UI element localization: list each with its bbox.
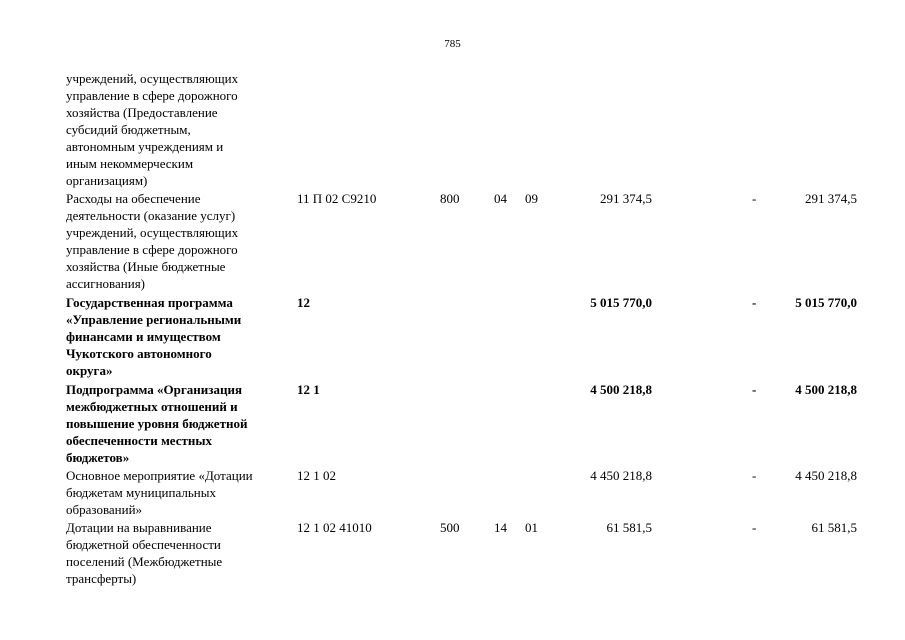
row-name-line: обеспеченности местных bbox=[66, 433, 213, 448]
row-name bbox=[66, 70, 284, 189]
expense-type: 800 bbox=[440, 191, 460, 206]
budget-code: 12 1 02 bbox=[297, 468, 336, 483]
row-name-line: иным некоммерческим bbox=[66, 156, 194, 171]
row-name-line: учреждений, осуществляющих bbox=[66, 71, 239, 86]
row-name-line: ассигнования) bbox=[66, 276, 146, 291]
row-name-line: хозяйства (Иные бюджетные bbox=[66, 259, 226, 274]
row-name-line: хозяйства (Предоставление bbox=[66, 105, 218, 120]
row-name-line: субсидий бюджетным, bbox=[66, 122, 191, 137]
row-name-line: Расходы на обеспечение bbox=[66, 191, 201, 206]
row-name-line: Дотации на выравнивание bbox=[66, 520, 212, 535]
amount-change: - bbox=[752, 468, 757, 483]
amount-change: - bbox=[752, 191, 757, 206]
row-name-line: автономным учреждениям и bbox=[66, 139, 224, 154]
row-name-line: Основное мероприятие «Дотации bbox=[66, 468, 253, 483]
subsection: 09 bbox=[525, 191, 538, 206]
amount-original: 61 581,5 bbox=[606, 520, 652, 535]
amount-final: 291 374,5 bbox=[805, 191, 857, 206]
row-name-line: Чукотского автономного bbox=[66, 346, 212, 361]
amount-change: - bbox=[752, 295, 757, 310]
amount-final: 4 450 218,8 bbox=[795, 468, 857, 483]
row-name-line: управление в сфере дорожного bbox=[66, 242, 238, 257]
row-name bbox=[66, 381, 284, 466]
amount-final: 4 500 218,8 bbox=[795, 382, 857, 397]
budget-code: 12 1 bbox=[297, 382, 320, 397]
row-name-line: образований» bbox=[66, 502, 143, 517]
row-name-line: Государственная программа bbox=[66, 295, 233, 310]
amount-final: 5 015 770,0 bbox=[795, 295, 857, 310]
row-name-line: межбюджетных отношений и bbox=[66, 399, 238, 414]
row-name-line: организациям) bbox=[66, 173, 148, 188]
amount-change: - bbox=[752, 520, 757, 535]
expense-type: 500 bbox=[440, 520, 460, 535]
amount-original: 291 374,5 bbox=[600, 191, 652, 206]
row-name-line: управление в сфере дорожного bbox=[66, 88, 238, 103]
row-name-line: бюджетов» bbox=[66, 450, 130, 465]
row-name-line: округа» bbox=[66, 363, 113, 378]
amount-original: 4 450 218,8 bbox=[590, 468, 652, 483]
amount-original: 4 500 218,8 bbox=[590, 382, 652, 397]
budget-code: 12 bbox=[297, 295, 310, 310]
row-name-line: «Управление региональными bbox=[66, 312, 242, 327]
row-name-line: учреждений, осуществляющих bbox=[66, 225, 239, 240]
budget-code: 12 1 02 41010 bbox=[297, 520, 372, 535]
row-name bbox=[66, 294, 284, 379]
row-name-line: финансами и имуществом bbox=[66, 329, 221, 344]
amount-original: 5 015 770,0 bbox=[590, 295, 652, 310]
row-name-line: деятельности (оказание услуг) bbox=[66, 208, 236, 223]
row-name-line: повышение уровня бюджетной bbox=[66, 416, 248, 431]
row-name bbox=[66, 467, 284, 518]
amount-final: 61 581,5 bbox=[811, 520, 857, 535]
row-name-line: трансферты) bbox=[66, 571, 137, 586]
section: 04 bbox=[494, 191, 507, 206]
subsection: 01 bbox=[525, 520, 538, 535]
page-number: 785 bbox=[444, 38, 461, 50]
row-name-line: бюджетной обеспеченности bbox=[66, 537, 221, 552]
row-name-line: Подпрограмма «Организация bbox=[66, 382, 243, 397]
row-name-line: бюджетам муниципальных bbox=[66, 485, 216, 500]
row-name bbox=[66, 519, 284, 587]
row-name bbox=[66, 190, 284, 292]
amount-change: - bbox=[752, 382, 757, 397]
budget-code: 11 П 02 С9210 bbox=[297, 191, 377, 206]
row-name-line: поселений (Межбюджетные bbox=[66, 554, 223, 569]
section: 14 bbox=[494, 520, 507, 535]
